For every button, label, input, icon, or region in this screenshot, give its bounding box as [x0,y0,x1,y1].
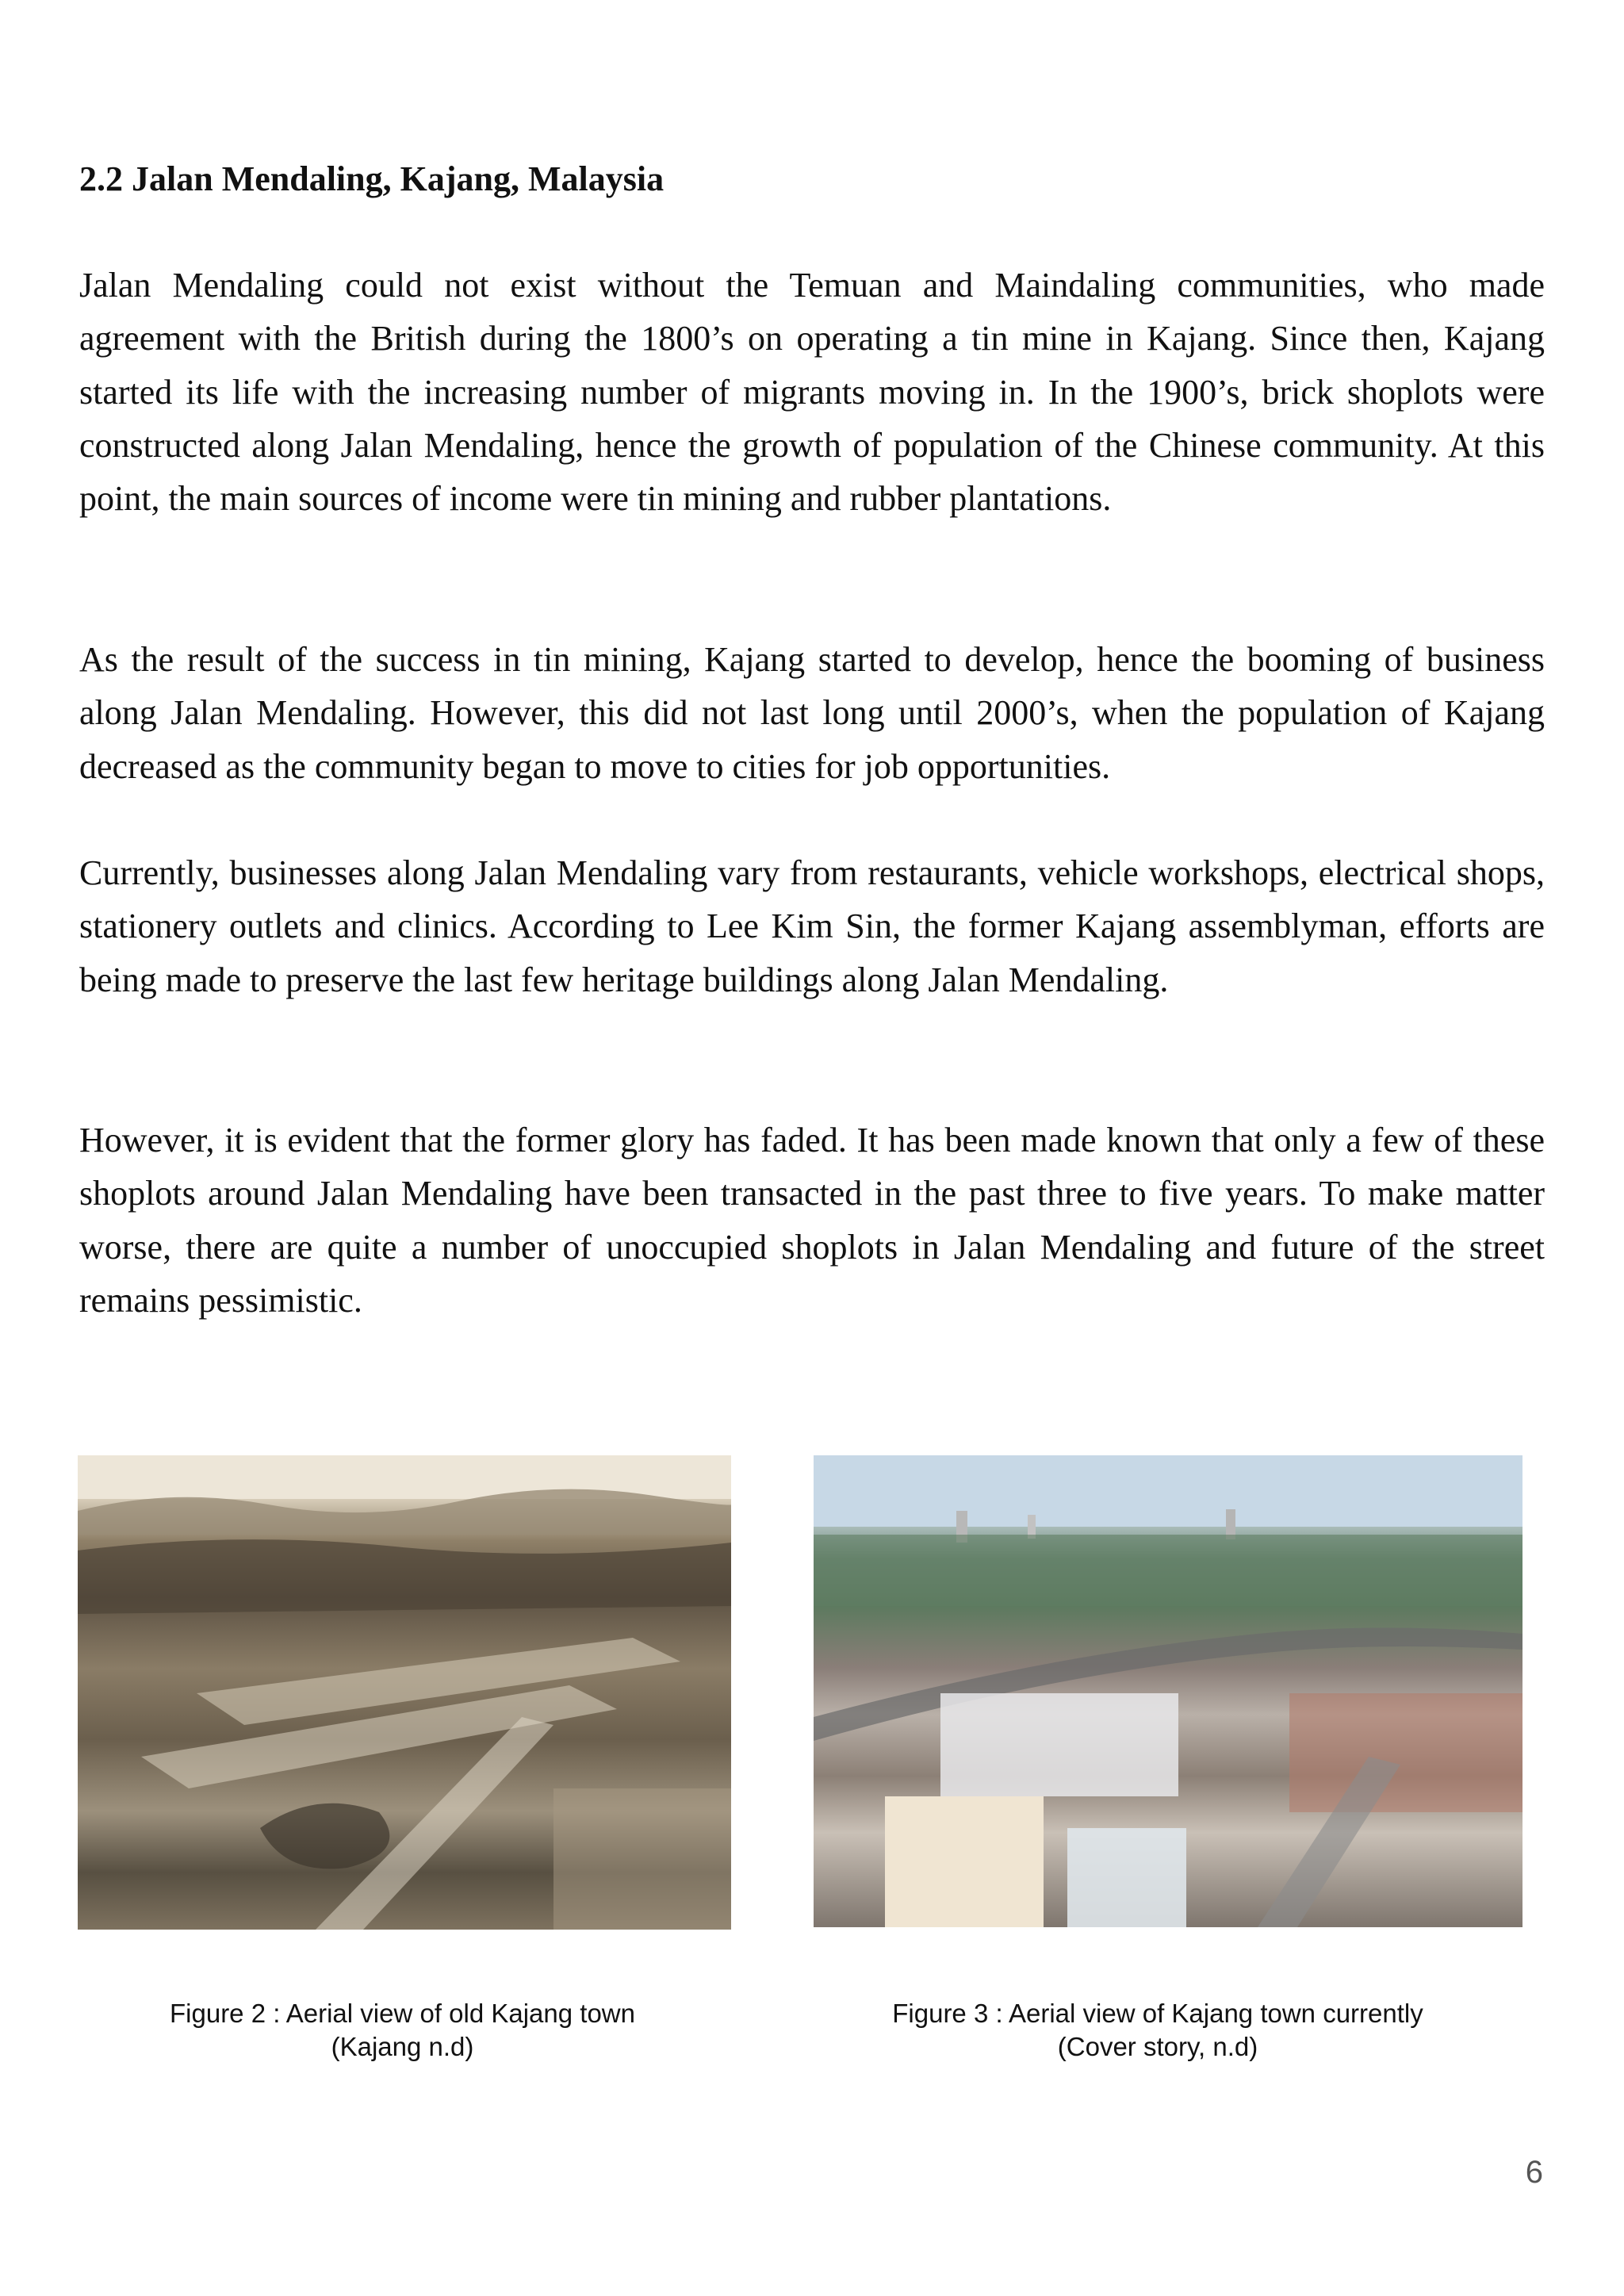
paragraph-current-businesses: Currently, businesses along Jalan Mendaling vary from restaurants, vehicle workshops, electrical shops, stationery outlets and clinics. According to Lee Kim Sin, the former Kajang assemblyman, efforts are being made to preserve the last few heritage buildings along Jalan Mendaling. [79,853,1545,999]
figure-3-caption [809,1997,1507,2064]
figure-2-caption-source: (Kajang n.d) [331,2032,474,2061]
figure-old-kajang-photo [78,1455,731,1930]
figure-3-caption-source: (Cover story, n.d) [1057,2032,1258,2061]
old-aerial-photo-illustration [78,1455,731,1930]
section-heading: 2.2 Jalan Mendaling, Kajang, Malaysia [79,159,665,198]
paragraph-development: As the result of the success in tin mining, Kajang started to develop, hence the booming of business along Jalan Mendaling. However, this did not last long until 2000’s, when the population of Kajang decreased as the community began to move to cities for job opportunities. [79,640,1545,786]
page-number: 6 [1525,2155,1543,2190]
figure-3-caption-title: Figure 3 : Aerial view of Kajang town currently [892,1999,1423,2028]
modern-aerial-photo-illustration [814,1455,1522,1927]
figure-modern-kajang-photo [814,1455,1522,1927]
figure-2-caption-title: Figure 2 : Aerial view of old Kajang town [170,1999,635,2028]
paragraph-history: Jalan Mendaling could not exist without the Temuan and Maindaling communities, who made agreement with the British during the 1800’s on operating a tin mine in Kajang. Since then, Kajang started its life with the increasing number of migrants moving in. In the 1900’s, brick shoplots were constructed along Jalan Mendaling, hence the growth of population of the Chinese community. At this point, the main sources of income were tin mining and rubber plantations. [79,266,1545,519]
figure-2-caption [79,1997,726,2064]
paragraph-decline: However, it is evident that the former glory has faded. It has been made known that only a few of these shoplots around Jalan Mendaling have been transacted in the past three to five years. To make matter worse, there are quite a number of unoccupied shoplots in Jalan Mendaling and future of the street remains pessimistic. [79,1121,1545,1320]
